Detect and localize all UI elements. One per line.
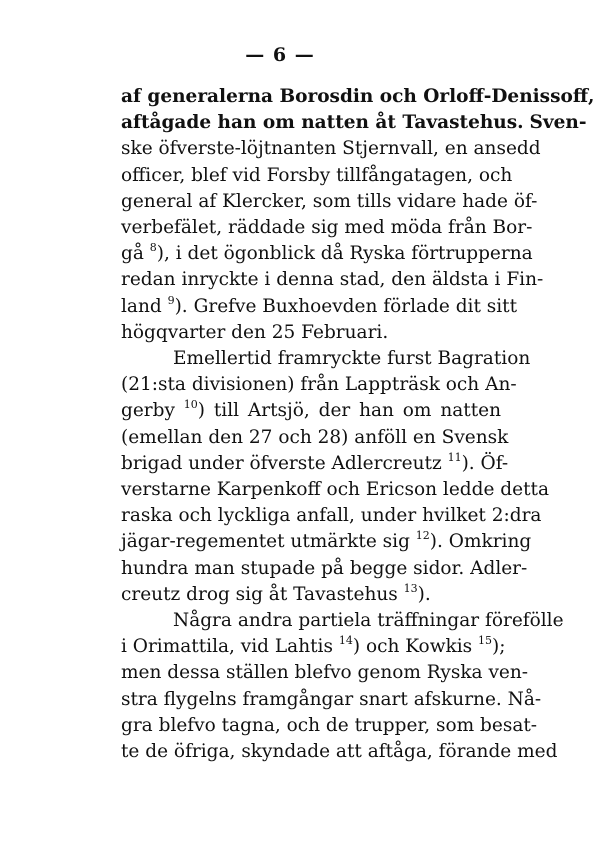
text-segment: raska och lyckliga anfall, under hvilket 2:dra xyxy=(121,505,542,527)
text-segment: verbefälet, räddade sig med möda från Bor- xyxy=(121,217,533,238)
page-number: — 6 — xyxy=(245,44,315,66)
text-line xyxy=(121,737,558,767)
text-segment: ). Öf- xyxy=(461,452,509,474)
footnote-marker: 10 xyxy=(183,398,198,412)
text-segment: gå xyxy=(121,243,150,265)
text-segment: i Orimattila, vid Lahtis xyxy=(121,636,339,658)
text-segment: ); xyxy=(492,636,506,658)
footnote-marker: 14 xyxy=(338,634,353,648)
footnote-marker: 9 xyxy=(167,293,175,307)
text-segment: jägar-regementet utmärkte sig xyxy=(121,531,416,553)
text-segment: gra blefvo tagna, och de trupper, som besat- xyxy=(121,714,538,736)
text-segment: te de öfriga, skyndade att aftåga, förande med xyxy=(121,741,558,762)
text-segment: ). xyxy=(417,583,431,605)
text-segment: ). Omkring xyxy=(429,531,532,553)
text-segment: ) till Artsjö, der han om natten xyxy=(197,400,501,422)
footnote-marker: 12 xyxy=(415,529,430,543)
text-segment: gerby xyxy=(121,400,184,422)
text-segment: ), i det ögonblick då Ryska förtrupperna xyxy=(156,243,533,265)
text-segment: hundra man stupade på begge sidor. Adler- xyxy=(121,557,528,579)
text-segment: ). Grefve Buxhoevden förlade dit sitt xyxy=(174,295,518,317)
text-segment: general af Klercker, som tills vidare hade öf- xyxy=(121,190,538,212)
text-segment: creutz drog sig åt Tavastehus xyxy=(121,583,404,605)
footnote-marker: 8 xyxy=(149,241,157,255)
footnote-marker: 15 xyxy=(478,634,493,648)
text-segment: stra flygelns framgångar snart afskurne. Nå- xyxy=(121,688,542,710)
text-segment: (emellan den 27 och 28) anföll en Svensk xyxy=(121,426,509,448)
text-segment: ) och Kowkis xyxy=(352,636,479,658)
text-segment: men dessa ställen blefvo genom Ryska ven- xyxy=(121,662,529,684)
text-segment: redan inryckte i denna stad, den äldsta i Fin- xyxy=(121,269,544,291)
text-segment: verstarne Karpenkoff och Ericson ledde detta xyxy=(121,479,549,500)
text-segment: brigad under öfverste Adlercreutz xyxy=(121,452,448,474)
text-segment: Sven- xyxy=(529,112,587,134)
text-segment: (21:sta divisionen) från Lappträsk och An- xyxy=(121,374,517,396)
text-segment: officer, blef vid Forsby tillfångatagen, och xyxy=(121,164,513,186)
text-segment: af generalerna Borosdin och Orloff-Denissoff, xyxy=(121,86,594,107)
text-segment: Emellertid framryckte furst Bagration xyxy=(173,348,531,369)
text-segment: land xyxy=(121,295,168,317)
footnote-marker: 11 xyxy=(447,450,462,464)
text-segment: högqvarter den 25 Februari. xyxy=(121,321,389,343)
footnote-marker: 13 xyxy=(403,581,418,595)
text-segment: ske öfverste-löjtnanten Stjernvall, en ansedd xyxy=(121,138,541,160)
text-segment: Några andra partiela träffningar förefölle xyxy=(173,610,564,631)
text-segment: aftågade han om natten åt Tavastehus. xyxy=(121,112,524,134)
